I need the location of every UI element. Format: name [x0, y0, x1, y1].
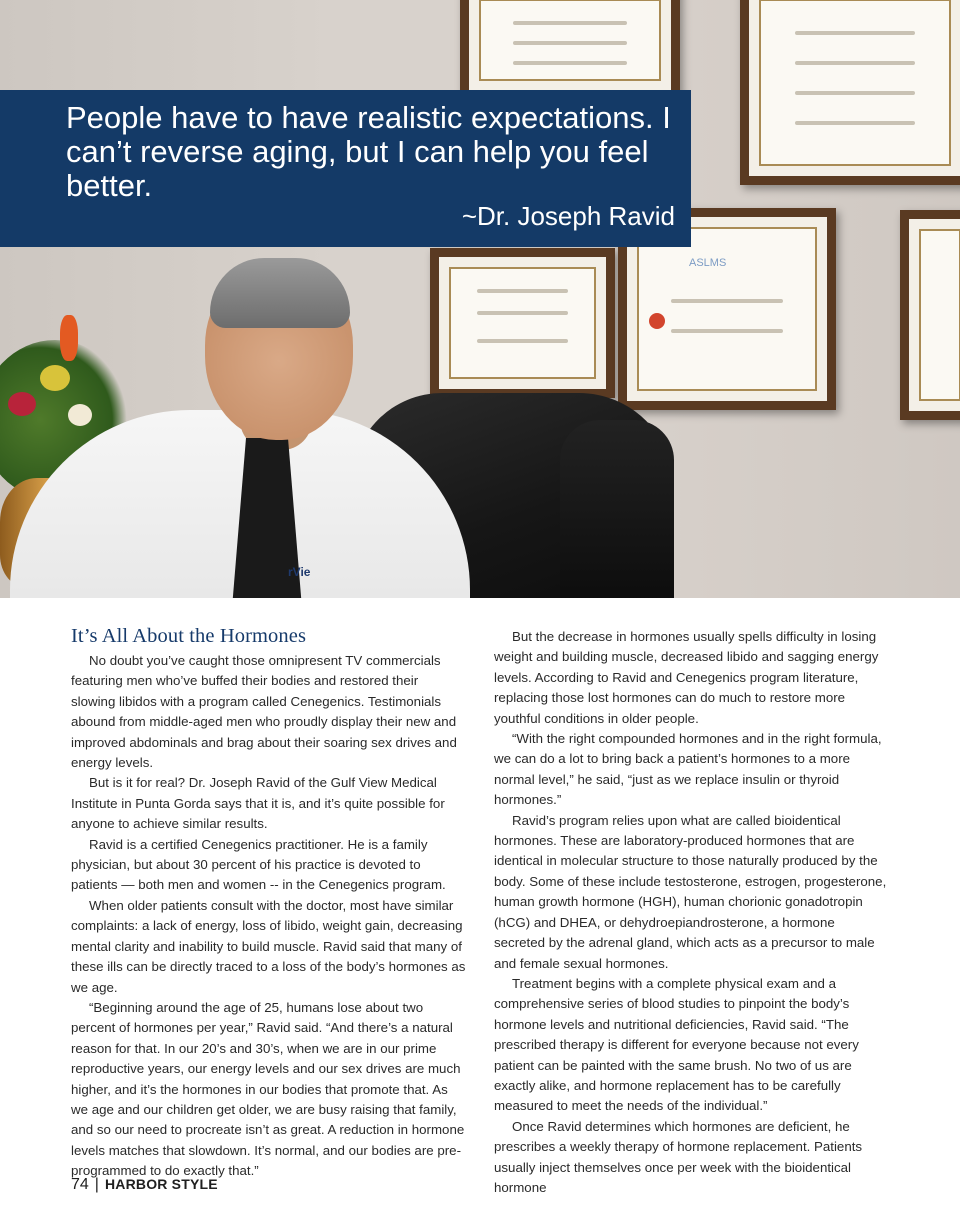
paragraph: But is it for real? Dr. Joseph Ravid of the Gulf View Medical Institute in Punta Gorda says that it is, and it’s quite possible for anyone to achieve similar results. [71, 775, 445, 832]
diploma-frame [900, 210, 960, 420]
seal-icon [649, 313, 665, 329]
paragraph: Ravid’s program relies upon what are called bioidentical hormones. These are laboratory-produced hormones that are identical in molecular structure to those naturally produced by the body. Some of these include testosterone, estrogen, progesterone, human growth hormone (HGH), human chorionic gonadotropin (hCG) and DHEA, or dehydroepiandrosterone, a hormone secreted by the adrenal gland, which acts as a precursor to male and female sexual hormones. [494, 812, 887, 971]
paragraph: “Beginning around the age of 25, humans lose about two percent of hormones per year,” Ravid said. “And there’s a natural reason for that. In our 20’s and 30’s, when we are in our prime reproductive years, our energy levels and our sex drives are much higher, and it’s the hormones in our bodies that promote that. As we age and our children get older, we are busy raising that family, and so our need to procreate isn’t as great. A reduction in hormone levels matches that slowdown. It’s normal, and our bodies are pre-programmed to do exactly that.” [71, 999, 465, 1179]
diploma-frame [430, 248, 615, 398]
paragraph: No doubt you’ve caught those omnipresent TV commercials featuring men who’ve buffed their bodies and restored their slowing libidos with a program called Cenegenics. Testimonials abound from middle-aged men who proudly display their new and improved abdominals and brag about their soaring sex drives and energy levels. [71, 653, 457, 771]
page-footer [71, 1176, 218, 1194]
flower [8, 392, 36, 416]
article-column-left [71, 627, 466, 1182]
pull-quote: People have to have realistic expectations. I can’t reverse aging, but I can help you feel better. [66, 100, 671, 203]
diploma-frame [460, 0, 680, 100]
paragraph: Once Ravid determines which hormones are deficient, he prescribes a weekly therapy of hormone replacement. Patients usually inject themselves once per week with the bioidentical hormone [494, 1118, 863, 1195]
article-heading: It’s All About the Hormones [71, 625, 307, 647]
doctor-hair [210, 258, 350, 328]
paragraph: Treatment begins with a complete physical exam and a comprehensive series of blood studies to pinpoint the body’s hormone levels and nutritional deficiencies, Ravid said. “The prescribed therapy is different for everyone because not every patient can be painted with the same brush. No two of us are exactly alike, and hormone replacement has to be carefully measured to meet the needs of the individual.” [494, 975, 859, 1114]
paragraph: But the decrease in hormones usually spells difficulty in losing weight and building muscle, decreased libido and sagging energy levels. According to Ravid and Cenegenics program literature, replacing those lost hormones can do much to restore more youthful conditions in older people. [494, 629, 879, 726]
pull-quote-attribution: ~Dr. Joseph Ravid [461, 201, 675, 231]
flower [68, 404, 92, 426]
page-number: 74 [71, 1176, 89, 1193]
article-column-right [494, 627, 889, 1198]
coat-logo: rVie [288, 565, 311, 579]
flower [40, 365, 70, 391]
paragraph: When older patients consult with the doctor, most have similar complaints: a lack of energy, loss of libido, weight gain, decreasing mental clarity and inability to build muscle. Ravid said that many of these ills can be directly traced to a loss of the body’s hormones as we age. [71, 897, 466, 995]
chair-arm [560, 420, 674, 598]
publication-name: HARBOR STYLE [104, 1176, 218, 1192]
paragraph: Ravid is a certified Cenegenics practitioner. He is a family physician, but about 30 percent of his practice is devoted to patients — both men and women -- in the Cenegenics program. [71, 836, 446, 893]
diploma-frame [740, 0, 960, 185]
bird-of-paradise-flower [60, 315, 78, 361]
certificate-label: ASLMS [689, 257, 727, 269]
paragraph: “With the right compounded hormones and in the right formula, we can do a lot to bring back a patient’s hormones to a more normal level,” he said, “just as we replace insulin or thyroid hormones.” [494, 731, 882, 808]
footer-separator: | [94, 1176, 99, 1193]
